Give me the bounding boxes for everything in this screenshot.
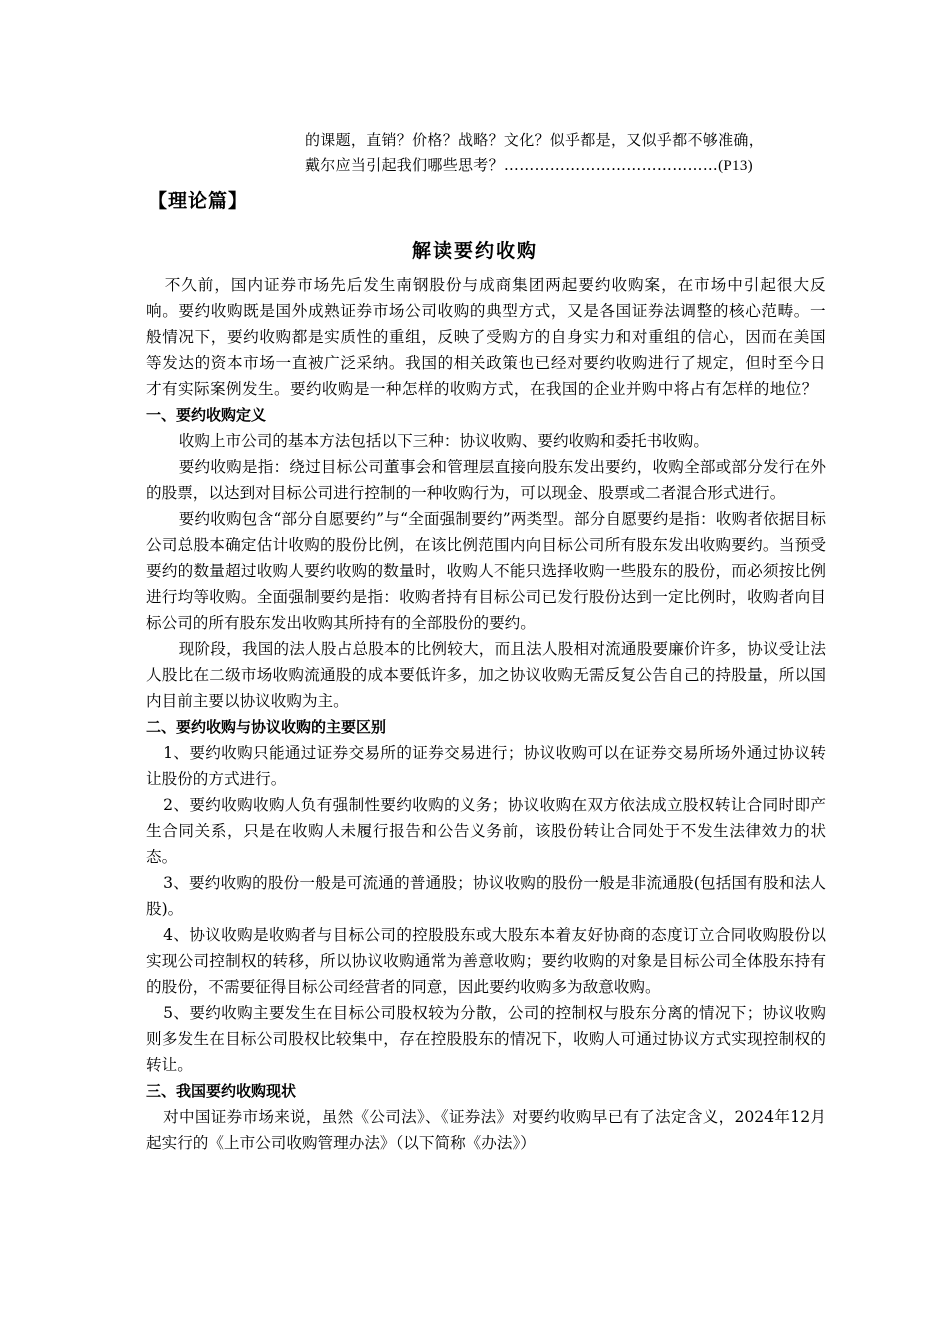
intro-line-2-text: 戴尔应当引起我们哪些思考？…………………………………… — [305, 156, 719, 174]
intro-line-2 — [305, 153, 825, 179]
paragraph: 对中国证券市场来说，虽然《公司法》、《证券法》对要约收购早已有了法定含义，2024年12月起实行的《上市公司收购管理办法》（以下简称《办法》） — [146, 1108, 826, 1152]
intro-line-1: 的课题，直销？价格？战略？文化？似乎都是，又似乎都不够准确， — [305, 131, 765, 149]
paragraph: 收购上市公司的基本方法包括以下三种：协议收购、要约收购和委托书收购。 — [178, 432, 709, 450]
section-heading-1: 一、要约收购定义 — [146, 406, 267, 424]
section-tag: 【理论篇】 — [148, 190, 249, 212]
article-body — [146, 272, 826, 1156]
paragraph: 要约收购是指：绕过目标公司董事会和管理层直接向股东发出要约，收购全部或部分发行在外的股票，以达到对目标公司进行控制的一种收购行为，可以现金、股票或二者混合形式进行。 — [146, 458, 826, 502]
lead-paragraph: 不久前，国内证券市场先后发生南钢股份与成商集团两起要约收购案，在市场中引起很大反响。要约收购既是国外成熟证券市场公司收购的典型方式，又是各国证券法调整的核心范畴。一般情况下，要约收购都是实质性的重组，反映了受购方的自身实力和对重组的信心，因而在美国等发达的资本市场一直被广泛采纳。我国的相关政策也已经对要约收购进行了规定，但时至今日才有实际案例发生。要约收购是一种怎样的收购方式，在我国的企业并购中将占有怎样的地位？ — [146, 276, 826, 398]
paragraph: 要约收购包含“部分自愿要约”与“全面强制要约”两类型。部分自愿要约是指：收购者依据目标公司总股本确定估计收购的股份比例，在该比例范围内向目标公司所有股东发出收购要约。当预受要约的数量超过收购人要约收购的数量时，收购人不能只选择收购一些股东的股份，而必须按比例进行均等收购。全面强制要约是指：收购者持有目标公司已发行股份达到一定比例时，收购者向目标公司的所有股东发出收购其所持有的全部股份的要约。 — [146, 510, 826, 632]
page-reference: (P13) — [718, 158, 753, 174]
paragraph: 现阶段，我国的法人股占总股本的比例较大，而且法人股相对流通股要廉价许多，协议受让法人股比在二级市场收购流通股的成本要低许多，加之协议收购无需反复公告自己的持股量，所以国内目前主要以协议收购为主。 — [146, 640, 826, 710]
intro-excerpt — [305, 128, 825, 179]
list-item: 1、要约收购只能通过证券交易所的证券交易进行；协议收购可以在证券交易所场外通过协议转让股份的方式进行。 — [146, 744, 826, 788]
article-title: 解读要约收购 — [411, 240, 538, 262]
list-item: 2、要约收购收购人负有强制性要约收购的义务；协议收购在双方依法成立股权转让合同时即产生合同关系，只是在收购人未履行报告和公告义务前，该股份转让合同处于不发生法律效力的状态。 — [146, 796, 826, 866]
section-heading-2: 二、要约收购与协议收购的主要区别 — [146, 718, 387, 736]
list-item: 4、协议收购是收购者与目标公司的控股股东或大股东本着友好协商的态度订立合同收购股份以实现公司控制权的转移，所以协议收购通常为善意收购；要约收购的对象是目标公司全体股东持有的股份，不需要征得目标公司经营者的同意，因此要约收购多为敌意收购。 — [146, 926, 826, 996]
list-item: 5、要约收购主要发生在目标公司股权较为分散，公司的控制权与股东分离的情况下；协议收购则多发生在目标公司股权比较集中，存在控股股东的情况下，收购人可通过协议方式实现控制权的转让。 — [146, 1004, 826, 1074]
list-item: 3、要约收购的股份一般是可流通的普通股；协议收购的股份一般是非流通股(包括国有股和法人股)。 — [146, 874, 826, 918]
section-heading-3: 三、我国要约收购现状 — [146, 1082, 297, 1100]
